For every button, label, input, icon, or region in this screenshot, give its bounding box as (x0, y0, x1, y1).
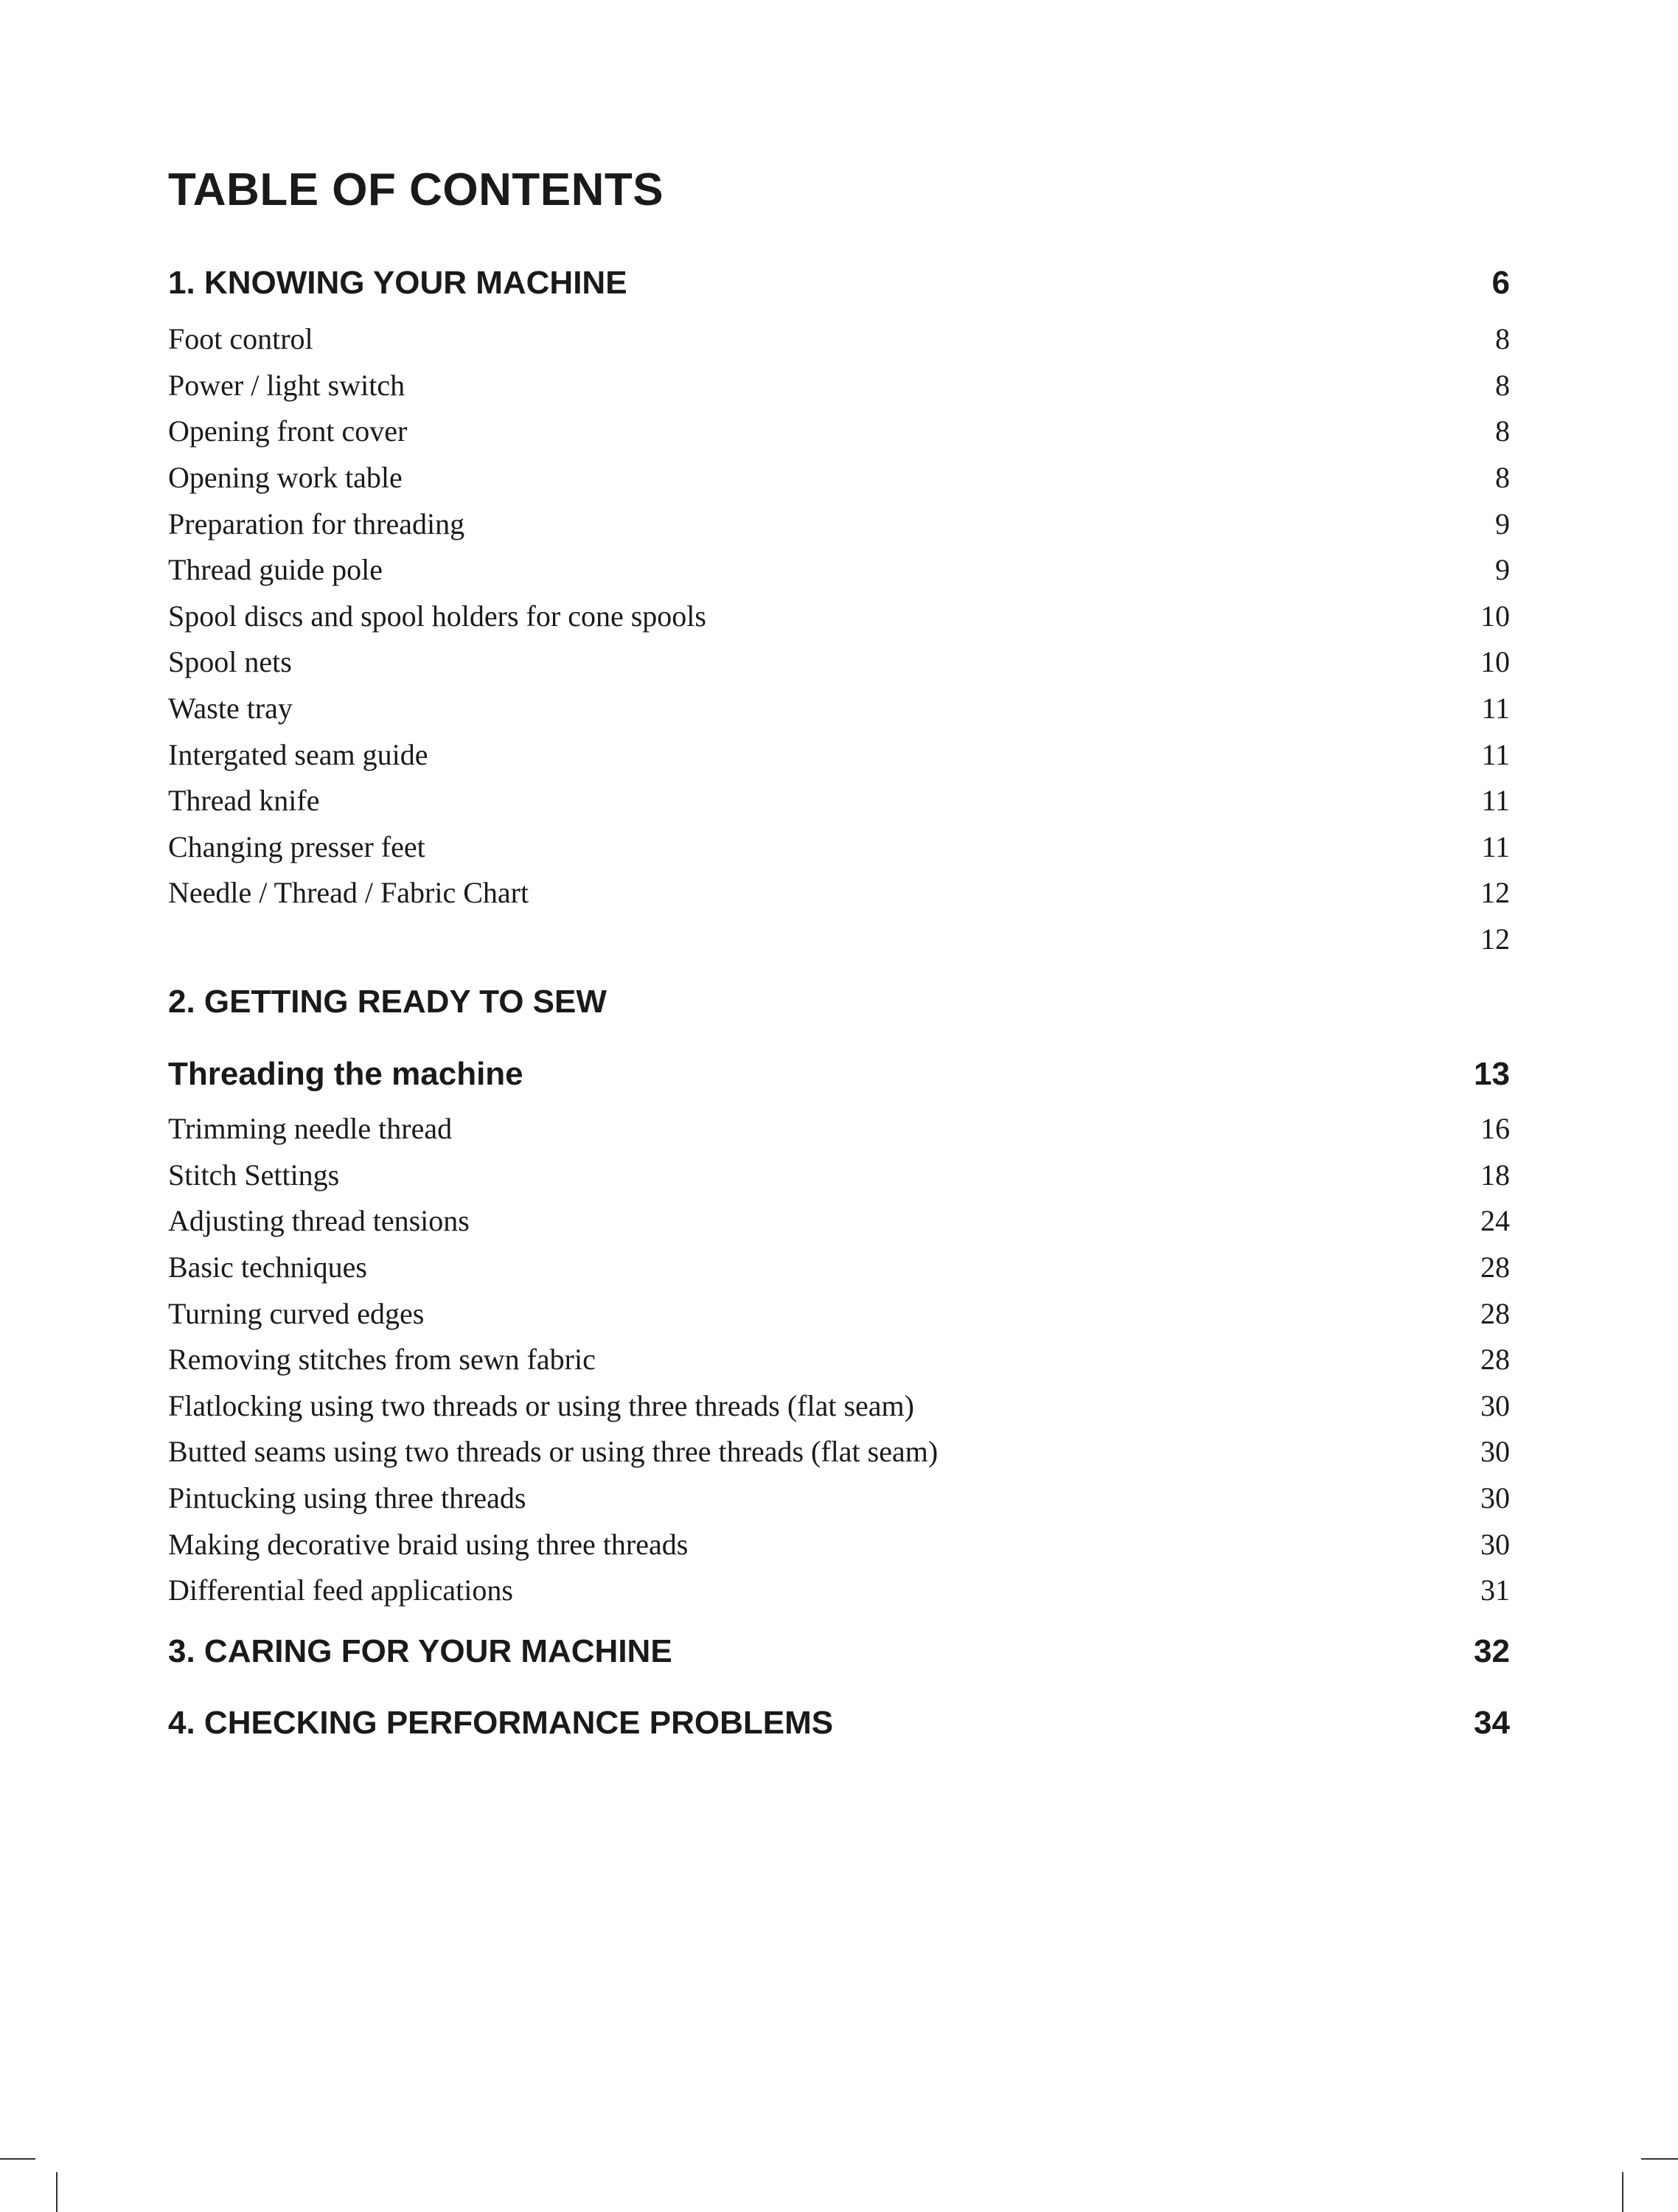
entry-label: Butted seams using two threads or using three threads (flat seam) (168, 1435, 939, 1468)
toc-entry[interactable] (168, 594, 1510, 639)
entry-label: Turning curved edges (168, 1297, 425, 1330)
toc-section-caring-for-your-machine[interactable] (168, 1628, 1510, 1675)
entry-page-number: 9 (1495, 507, 1510, 540)
toc-entry[interactable] (168, 1199, 1510, 1243)
entry-page-number: 10 (1480, 599, 1510, 633)
entry-label: Intergated seam guide (168, 738, 428, 771)
toc-entry[interactable] (168, 548, 1510, 592)
entry-label: Thread knife (168, 784, 320, 817)
crop-mark-left-vertical (56, 2172, 58, 2212)
entry-label: Thread guide pole (168, 553, 383, 586)
entry-page-number: 11 (1481, 692, 1510, 725)
entry-page-number: 10 (1480, 645, 1510, 678)
entry-label: Waste tray (168, 692, 293, 725)
toc-entry[interactable] (168, 1338, 1510, 1382)
entry-page-number: 30 (1480, 1435, 1510, 1468)
section-heading: 1. KNOWING YOUR MACHINE (168, 265, 627, 301)
page-title: TABLE OF CONTENTS (168, 164, 664, 215)
toc-section-threading-the-machine[interactable] (168, 1051, 1510, 1098)
entry-page-number: 31 (1480, 1573, 1510, 1607)
toc-entry[interactable] (168, 825, 1510, 869)
entry-label: Spool discs and spool holders for cone spools (168, 599, 706, 633)
entry-page-number: 11 (1481, 738, 1510, 771)
toc-entry[interactable] (168, 686, 1510, 731)
entry-page-number: 8 (1495, 414, 1510, 448)
toc-entry[interactable] (168, 1568, 1510, 1613)
toc-entry[interactable] (168, 317, 1510, 361)
section-heading: 4. CHECKING PERFORMANCE PROBLEMS (168, 1705, 834, 1741)
section-page-number: 34 (1474, 1705, 1510, 1741)
entry-label: Differential feed applications (168, 1573, 513, 1607)
entry-label: Power / light switch (168, 369, 405, 402)
entry-label: Making decorative braid using three threads (168, 1528, 689, 1561)
entry-page-number: 28 (1480, 1297, 1510, 1330)
entry-page-number: 9 (1495, 553, 1510, 586)
toc-section-checking-performance-problems[interactable] (168, 1700, 1510, 1747)
entry-label: Changing presser feet (168, 830, 425, 863)
toc-entry[interactable] (168, 733, 1510, 777)
entry-label: Preparation for threading (168, 507, 465, 540)
entry-page-number: 8 (1495, 322, 1510, 355)
entry-label: Foot control (168, 322, 313, 355)
entry-page-number: 30 (1480, 1528, 1510, 1561)
entry-page-number: 18 (1480, 1158, 1510, 1192)
entry-label: Spool nets (168, 645, 292, 678)
toc-entry[interactable] (168, 1430, 1510, 1474)
entry-label: Adjusting thread tensions (168, 1204, 470, 1237)
toc-section-getting-ready-to-sew[interactable] (168, 978, 1510, 1026)
toc-entry[interactable] (168, 364, 1510, 408)
crop-mark-right-horizontal (1641, 2158, 1678, 2160)
entry-page-number: 11 (1481, 830, 1510, 863)
entry-page-number: 28 (1480, 1343, 1510, 1376)
toc-entry[interactable] (168, 502, 1510, 546)
entry-label: Basic techniques (168, 1251, 367, 1284)
toc-entry[interactable] (168, 1245, 1510, 1290)
toc-entry[interactable] (168, 409, 1510, 453)
entry-label: Pintucking using three threads (168, 1481, 526, 1514)
section-page-number: 32 (1474, 1633, 1510, 1669)
crop-mark-left-horizontal (0, 2158, 35, 2160)
toc-entry[interactable] (168, 917, 1510, 961)
entry-page-number: 16 (1480, 1112, 1510, 1145)
entry-page-number: 12 (1480, 922, 1510, 956)
entry-page-number: 11 (1481, 784, 1510, 817)
entry-label: Needle / Thread / Fabric Chart (168, 876, 529, 909)
toc-entry[interactable] (168, 640, 1510, 684)
entry-page-number: 8 (1495, 369, 1510, 402)
section-heading: 2. GETTING READY TO SEW (168, 984, 607, 1020)
toc-section-knowing-your-machine[interactable] (168, 260, 1510, 307)
toc-entry[interactable] (168, 1292, 1510, 1336)
entry-page-number: 30 (1480, 1481, 1510, 1514)
toc-entry[interactable] (168, 1153, 1510, 1197)
section-heading: Threading the machine (168, 1056, 523, 1092)
entry-label: Stitch Settings (168, 1158, 340, 1192)
toc-page (168, 0, 1510, 2212)
entry-page-number: 30 (1480, 1389, 1510, 1422)
entry-page-number: 24 (1480, 1204, 1510, 1237)
entry-page-number: 8 (1495, 461, 1510, 494)
section-page-number: 6 (1491, 265, 1510, 301)
toc-entry[interactable] (168, 1384, 1510, 1428)
entry-label: Opening work table (168, 461, 403, 494)
toc-entry[interactable] (168, 1476, 1510, 1520)
crop-mark-right-vertical (1622, 2172, 1623, 2212)
section-heading: 3. CARING FOR YOUR MACHINE (168, 1633, 672, 1669)
entry-label: Removing stitches from sewn fabric (168, 1343, 596, 1376)
entry-page-number: 12 (1480, 876, 1510, 909)
entry-page-number: 28 (1480, 1251, 1510, 1284)
section-page-number: 13 (1474, 1056, 1510, 1092)
entry-label: Opening front cover (168, 414, 408, 448)
toc-entry[interactable] (168, 456, 1510, 500)
toc-entry[interactable] (168, 779, 1510, 823)
entry-label: Flatlocking using two threads or using three threads (flat seam) (168, 1389, 914, 1422)
toc-entry[interactable] (168, 1107, 1510, 1151)
toc-entry[interactable] (168, 1523, 1510, 1567)
toc-entry[interactable] (168, 871, 1510, 915)
entry-label: Trimming needle thread (168, 1112, 453, 1145)
